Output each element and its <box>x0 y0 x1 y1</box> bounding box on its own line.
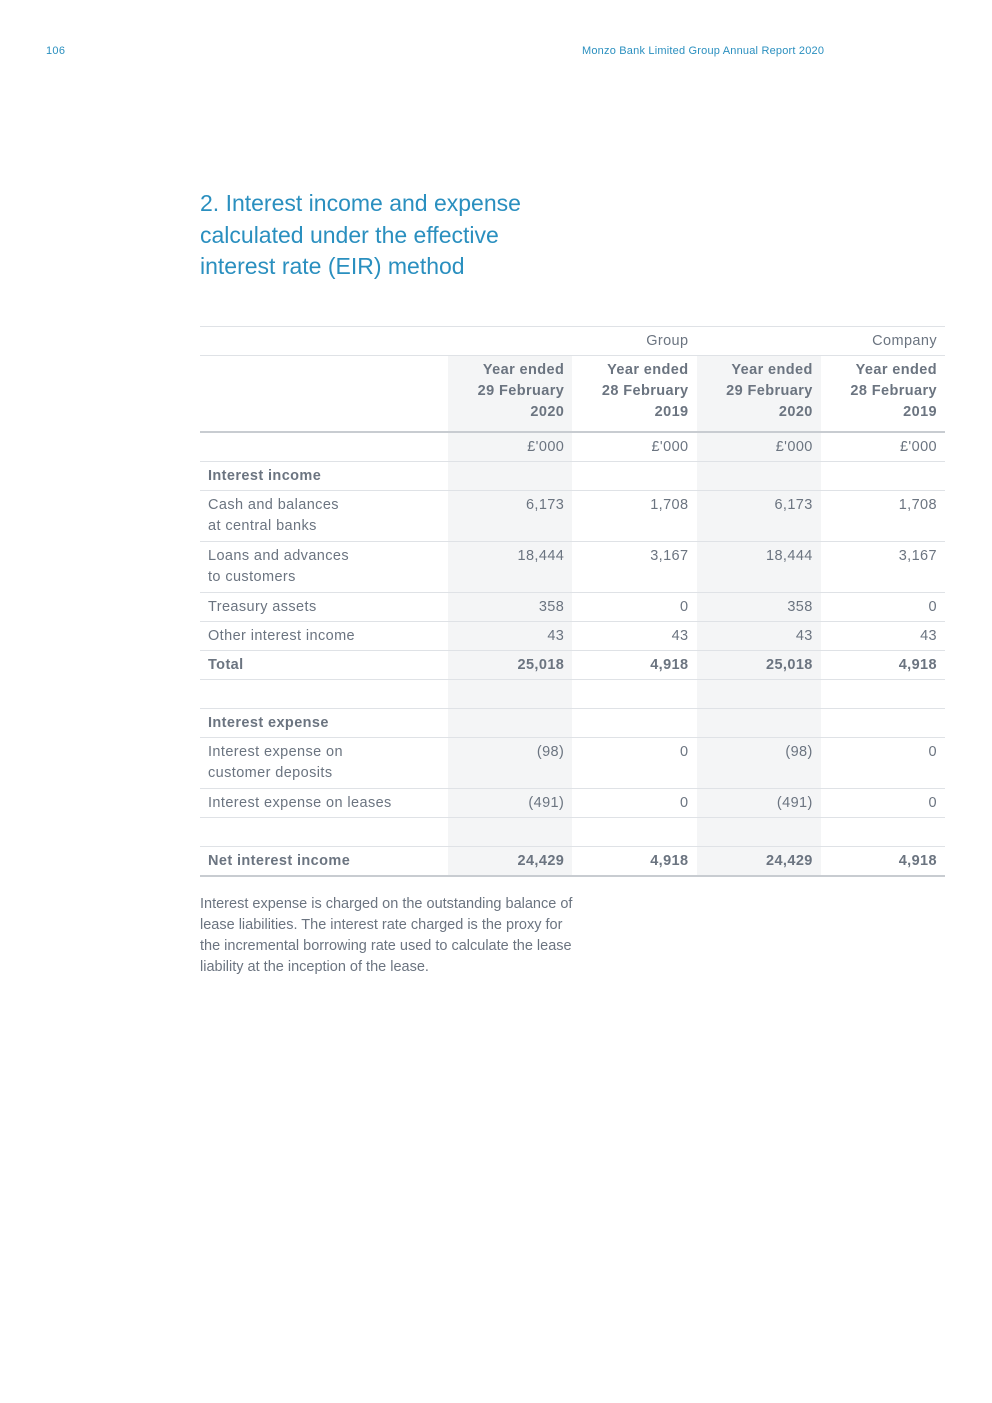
row-label: Interest expense on leases <box>200 789 448 818</box>
value-cell: 0 <box>821 789 945 818</box>
column-header: Year ended 28 February 2019 <box>572 356 696 433</box>
group-label: Group <box>572 327 696 356</box>
value-cell: (98) <box>448 738 572 789</box>
value-cell: 24,429 <box>448 847 572 877</box>
column-header: Year ended 28 February 2019 <box>821 356 945 433</box>
table-row <box>200 738 945 789</box>
table-row <box>200 593 945 622</box>
value-cell: 43 <box>572 622 696 651</box>
unit-cell: £'000 <box>572 432 696 462</box>
value-cell: 0 <box>572 593 696 622</box>
value-cell: 43 <box>448 622 572 651</box>
unit-cell: £'000 <box>448 432 572 462</box>
value-cell: 358 <box>448 593 572 622</box>
heading-line: interest rate (EIR) method <box>200 253 465 279</box>
value-cell: 25,018 <box>697 651 821 680</box>
value-cell: 6,173 <box>697 491 821 542</box>
spacer-row <box>200 818 945 847</box>
report-title: Monzo Bank Limited Group Annual Report 2020 <box>582 45 825 57</box>
row-label: Interest expense on customer deposits <box>200 738 448 789</box>
column-header-row <box>200 356 945 433</box>
heading-line: 2. Interest income and expense <box>200 190 521 216</box>
value-cell: 1,708 <box>821 491 945 542</box>
column-header: Year ended 29 February 2020 <box>448 356 572 433</box>
income-heading-row <box>200 462 945 491</box>
row-label: Loans and advances to customers <box>200 542 448 593</box>
table-row <box>200 622 945 651</box>
row-label: Net interest income <box>200 847 448 877</box>
unit-row <box>200 432 945 462</box>
value-cell: (491) <box>448 789 572 818</box>
value-cell: 0 <box>572 738 696 789</box>
page-number: 106 <box>46 45 66 57</box>
value-cell: 43 <box>697 622 821 651</box>
row-label: Interest income <box>200 462 448 491</box>
row-label: Cash and balances at central banks <box>200 491 448 542</box>
value-cell: 24,429 <box>697 847 821 877</box>
table-row <box>200 789 945 818</box>
value-cell: (491) <box>697 789 821 818</box>
interest-table <box>200 326 945 877</box>
footnote-paragraph: Interest expense is charged on the outstanding balance of lease liabilities. The interest rate charged is the proxy for the incremental borrowing rate used to calculate the lease liability at the inception of the lease. <box>200 896 573 975</box>
row-label: Treasury assets <box>200 593 448 622</box>
value-cell: 0 <box>821 738 945 789</box>
section-heading <box>200 188 600 283</box>
value-cell: 358 <box>697 593 821 622</box>
value-cell: 1,708 <box>572 491 696 542</box>
row-label: Other interest income <box>200 622 448 651</box>
table-row <box>200 542 945 593</box>
value-cell: 43 <box>821 622 945 651</box>
spacer-row <box>200 680 945 709</box>
value-cell: 25,018 <box>448 651 572 680</box>
unit-cell: £'000 <box>821 432 945 462</box>
value-cell: 4,918 <box>572 847 696 877</box>
total-row <box>200 651 945 680</box>
group-header-row <box>200 327 945 356</box>
value-cell: 6,173 <box>448 491 572 542</box>
table-row <box>200 491 945 542</box>
value-cell: 3,167 <box>572 542 696 593</box>
value-cell: 0 <box>572 789 696 818</box>
column-header: Year ended 29 February 2020 <box>697 356 821 433</box>
value-cell: 0 <box>821 593 945 622</box>
row-label: Total <box>200 651 448 680</box>
net-interest-row <box>200 847 945 877</box>
value-cell: 3,167 <box>821 542 945 593</box>
company-label: Company <box>821 327 945 356</box>
value-cell: 4,918 <box>821 847 945 877</box>
value-cell: 4,918 <box>821 651 945 680</box>
row-label: Interest expense <box>200 709 448 738</box>
heading-line: calculated under the effective <box>200 221 499 248</box>
expense-heading-row <box>200 709 945 738</box>
value-cell: (98) <box>697 738 821 789</box>
value-cell: 18,444 <box>448 542 572 593</box>
value-cell: 4,918 <box>572 651 696 680</box>
value-cell: 18,444 <box>697 542 821 593</box>
unit-cell: £'000 <box>697 432 821 462</box>
